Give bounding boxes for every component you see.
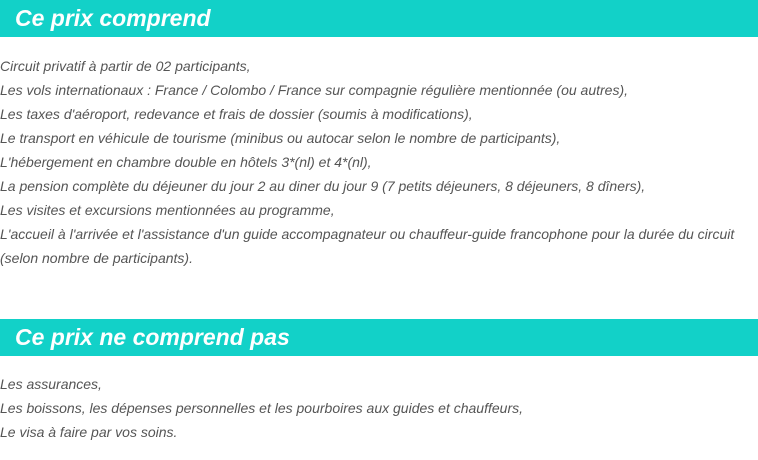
- list-item: La pension complète du déjeuner du jour 2 au diner du jour 9 (7 petits déjeuners, 8 déjeuners, 8 dîners),: [0, 178, 646, 194]
- list-item: L'hébergement en chambre double en hôtels 3*(nl) et 4*(nl),: [0, 154, 372, 170]
- list-item: Les assurances,: [0, 376, 102, 392]
- list-item: Les boissons, les dépenses personnelles et les pourboires aux guides et chauffeurs,: [0, 400, 523, 416]
- excludes-section-header: [0, 319, 758, 356]
- list-item: Le visa à faire par vos soins.: [0, 424, 178, 440]
- list-item: Circuit privatif à partir de 02 participants,: [0, 58, 251, 74]
- includes-section-title: Ce prix comprend: [15, 5, 211, 31]
- list-item: L'accueil à l'arrivée et l'assistance d'un guide accompagnateur ou chauffeur-guide francophone pour la durée du circuit (selon nombre de participants).: [0, 226, 735, 266]
- includes-section-header: [0, 0, 758, 37]
- list-item: Les vols internationaux : France / Colombo / France sur compagnie régulière mentionnée (ou autres),: [0, 82, 628, 98]
- excludes-list: [0, 372, 752, 444]
- list-item: Les taxes d'aéroport, redevance et frais de dossier (soumis à modifications),: [0, 106, 473, 122]
- list-item: Les visites et excursions mentionnées au programme,: [0, 202, 335, 218]
- excludes-section-title: Ce prix ne comprend pas: [15, 324, 290, 350]
- includes-list: [0, 54, 752, 270]
- list-item: Le transport en véhicule de tourisme (minibus ou autocar selon le nombre de participants),: [0, 130, 561, 146]
